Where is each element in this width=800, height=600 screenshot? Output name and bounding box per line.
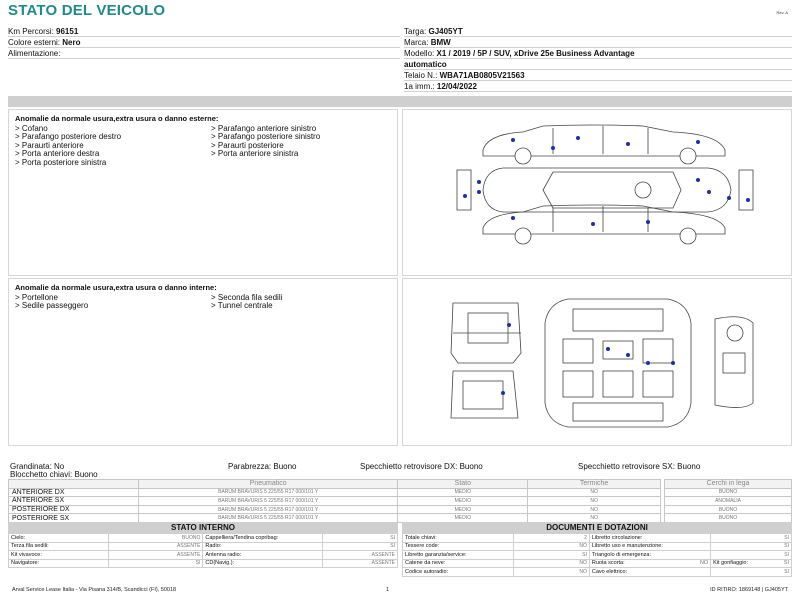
section-divider-band bbox=[8, 96, 792, 107]
external-damage-title: Anomalie da normale usura,extra usura o danno esterne: bbox=[15, 114, 219, 123]
plate-field: Targa: GJ405YT bbox=[404, 26, 792, 37]
table-row: Libretto garanzia/service: SI Triangolo di emergenza: SI bbox=[403, 551, 792, 560]
table-row: Codice autoradio: NO Cavo elettrico: SI bbox=[403, 568, 792, 577]
table-row: Terza fila sedili: ASSENTE Radio: SI bbox=[9, 542, 398, 551]
internal-damage-list-2 bbox=[211, 294, 282, 311]
list-item: > Cofano bbox=[15, 124, 48, 133]
table-row: Tessere code: NO Libretto uso e manutenzione: SI bbox=[403, 542, 792, 551]
interior-diagram-panel bbox=[402, 278, 792, 446]
tyres-table bbox=[8, 479, 661, 523]
list-item: > Parafango posteriore destro bbox=[15, 132, 122, 142]
interior-state-heading: STATO INTERNO bbox=[8, 522, 398, 533]
table-header-row: Pneumatico Stato Termiche bbox=[9, 480, 661, 489]
hail-status: Grandinata: No bbox=[10, 462, 65, 471]
car-exterior-diagram bbox=[443, 120, 763, 260]
table-row: Kit vivavoce: ASSENTE Antenna radio: ASSENTE bbox=[9, 551, 398, 560]
table-header-row: Cerchi in lega bbox=[665, 480, 792, 489]
table-row: POSTERIORE SX BARUM BRAVURIS 5 225/55 R17 000/101 Y MEDIO NO bbox=[9, 514, 661, 523]
fuel-field: Alimentazione: bbox=[8, 48, 400, 59]
list-item: > Porta posteriore sinistra bbox=[15, 157, 107, 167]
list-item: > Parafango anteriore sinistro bbox=[211, 124, 317, 133]
brand-field: Marca: BMW bbox=[404, 37, 792, 48]
list-item: > Parafango posteriore sinistro bbox=[211, 132, 321, 142]
list-item: > Sedile passeggero bbox=[15, 301, 89, 311]
table-row: ANOMALIA bbox=[665, 497, 792, 506]
internal-damage-panel bbox=[8, 278, 398, 446]
list-item: > Paraurti anteriore bbox=[15, 140, 84, 150]
external-damage-list-2 bbox=[211, 125, 320, 159]
mirror-dx-status: Specchietto retrovisore DX: Buono bbox=[360, 462, 483, 471]
external-damage-list-1 bbox=[15, 125, 121, 167]
table-row: BUONO bbox=[665, 488, 792, 497]
model-field-cont: automatico bbox=[404, 59, 792, 70]
car-interior-diagram bbox=[443, 293, 763, 433]
list-item: > Portellone bbox=[15, 293, 58, 302]
key-lock-status: Blocchetto chiavi: Buono bbox=[10, 470, 98, 479]
registration-field: 1a imm.: 12/04/2022 bbox=[404, 81, 792, 92]
footer-id: ID RITIRO: 1869148 | GJ405YT bbox=[710, 587, 788, 593]
chassis-field: Telaio N.: WBA71AB0805V21563 bbox=[404, 70, 792, 81]
alloy-wheels-table bbox=[664, 479, 792, 523]
footer-page-number: 1 bbox=[386, 587, 390, 593]
windshield-status: Parabrezza: Buono bbox=[228, 462, 297, 471]
table-row: ANTERIORE DX BARUM BRAVURIS 5 225/55 R17 000/101 Y MEDIO NO bbox=[9, 488, 661, 497]
internal-damage-title: Anomalie da normale usura,extra usura o danno interne: bbox=[15, 283, 217, 292]
revision-label: Rev. A bbox=[776, 10, 788, 15]
table-row: BUONO bbox=[665, 505, 792, 514]
list-item: > Seconda fila sedili bbox=[211, 293, 283, 302]
documents-heading: DOCUMENTI E DOTAZIONI bbox=[402, 522, 792, 533]
color-field: Colore esterni: Nero bbox=[8, 37, 400, 48]
table-row: ANTERIORE SX BARUM BRAVURIS 5 225/55 R17 000/101 Y MEDIO NO bbox=[9, 497, 661, 506]
table-row: BUONO bbox=[665, 514, 792, 523]
interior-state-table bbox=[8, 533, 398, 568]
list-item: > Paraurti posteriore bbox=[211, 140, 284, 150]
external-car-diagram-panel bbox=[402, 109, 792, 276]
mirror-sx-status: Specchietto retrovisore SX: Buono bbox=[578, 462, 701, 471]
page-title: STATO DEL VEICOLO bbox=[8, 2, 166, 19]
km-field: Km Percorsi: 96151 bbox=[8, 26, 400, 37]
table-row: Catene da neve: NO Ruota scorta: NO Kit gonfiaggio: SI bbox=[403, 559, 792, 568]
documents-table bbox=[402, 533, 792, 577]
table-row: Navigatore: SI CD(Navig.): ASSENTE bbox=[9, 559, 398, 568]
external-damage-panel bbox=[8, 109, 398, 276]
list-item: > Tunnel centrale bbox=[211, 301, 273, 311]
table-row: Totale chiavi: 2 Libretto circolazione: SI bbox=[403, 534, 792, 543]
table-row: POSTERIORE DX BARUM BRAVURIS 5 225/55 R17 000/101 Y MEDIO NO bbox=[9, 505, 661, 514]
internal-damage-list-1 bbox=[15, 294, 88, 311]
list-item: > Porta anteriore sinistra bbox=[211, 149, 299, 159]
footer-company: Arval Service Lease Italia - Via Pisana 314/B, Scandicci (FI), 50018 bbox=[12, 587, 177, 593]
list-item: > Porta anteriore destra bbox=[15, 149, 100, 159]
table-row: Cielo: BUONO Cappelliera/Tendina copribag: SI bbox=[9, 534, 398, 543]
model-field: Modello: X1 / 2019 / 5P / SUV, xDrive 25e Business Advantage bbox=[404, 48, 792, 59]
